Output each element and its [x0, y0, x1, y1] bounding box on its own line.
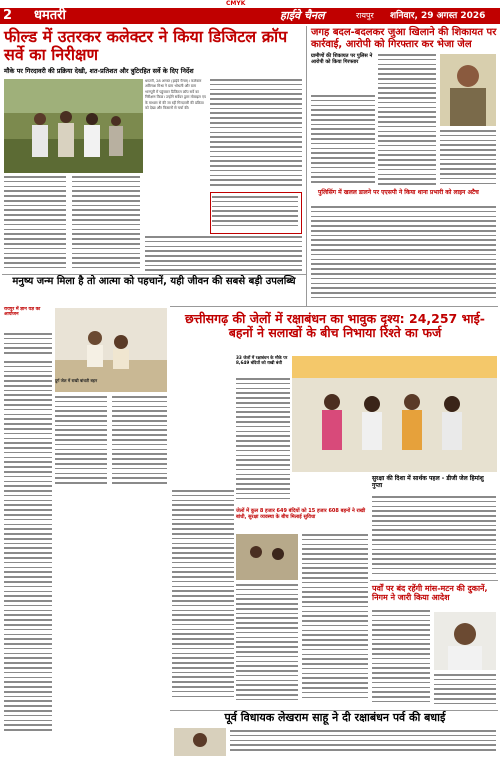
cmyk-logo: CMYK — [226, 0, 246, 7]
story-3-column-c — [112, 396, 167, 488]
story-2-column-c — [440, 130, 496, 188]
column-divider — [306, 26, 307, 306]
mla-photo — [174, 728, 226, 756]
story-5-text — [372, 496, 496, 578]
masthead-bar — [0, 8, 500, 24]
story-2-column-b — [378, 54, 436, 188]
story-3-headline: मनुष्य जन्म मिला है तो आत्मा को पहचानें, यही जीवन की सबसे बड़ी उपलब्धि — [12, 276, 296, 287]
story-1-column-d — [145, 236, 302, 272]
section-city: धमतरी — [34, 8, 66, 23]
story-1-lead-text: धमतरी, 28 अगस्त (हाईवे चैनल)। कलेक्टर अबिनाश मिश्रा ने ग्राम भोथली और ग्राम भानपुरी में पहुंचकर डिजिटल क्रॉप सर्वे का निरीक्षण किया। उन्होंने सर्वेयर द्वारा मोबाइल एप के माध्यम से की जा रही गिरदावरी की प्रक्रिया को देखा और किसानों से चर्चा की। — [145, 79, 206, 111]
newspaper-brand: हाईवे चैनल — [280, 9, 325, 22]
story-5-column-a — [372, 610, 430, 710]
story-3-sidebar-text — [4, 333, 52, 359]
story-2-headline: जगह बदल-बदलकर जुआ खिलाने की शिकायत पर कार्रवाई, आरोपी को गिरफ्तार कर भेजा जेल — [311, 27, 497, 50]
story-2-notice: पुलिसिंग में खलल डालने पर एएसपी ने किया थाना प्रभारी को लाइन अटैच — [318, 189, 479, 196]
story-5-column-b — [434, 674, 496, 710]
story-4-headline: छत्तीसगढ़ की जेलों में रक्षाबंधन का भावुक दृश्य: 24,257 भाई-बहनों ने सलाखों के बीच निभाया रिश्ते का फर्ज — [185, 311, 485, 341]
story-2-column-a — [311, 95, 375, 187]
collector-inspection-photo — [4, 79, 143, 173]
section-divider-3 — [370, 580, 498, 581]
story-1-subhead: मौके पर गिरदावरी की प्रक्रिया देखी, शत-प्रतिशत और त्रुटिरहित सर्वे के दिए निर्देश — [4, 67, 194, 75]
story-4-column-a — [236, 378, 290, 508]
jail-rakhi-photo — [292, 356, 497, 472]
masthead-date: शनिवार, 29 अगस्त 2026 — [390, 11, 486, 21]
story-5-headline: सुरक्षा की दिशा में सार्थक पहल - डीजी जेल हिमांशु गुप्ता — [372, 475, 484, 489]
inmates-photo — [236, 534, 298, 580]
story-3-column-a — [4, 361, 52, 751]
story-3-column-b — [55, 396, 107, 488]
story-4-inset: 33 जेलों में रक्षाबंधन के मौके पर 8,649 बंदियों को राखी बंधी — [236, 355, 288, 365]
story-1-headline: फील्ड में उतरकर कलेक्टर ने किया डिजिटल क्रॉप सर्वे का निरीक्षण — [4, 27, 288, 65]
section-divider-2 — [170, 306, 498, 307]
story-2-side-headline: ग्रामीणों की शिकायत पर पुलिस ने आरोपी को किया गिरफ्तार — [311, 53, 373, 65]
story-6-headline: पूर्व विधायक लेखराम साहू ने दी रक्षाबंधन पर्व की बधाई — [224, 711, 446, 724]
story-1-column-a — [4, 176, 66, 272]
story-4-column-c — [236, 584, 298, 708]
photo-caption: दुर्ग जेल में राखी बांधती बहन — [55, 378, 98, 383]
story-6-text — [230, 730, 496, 756]
page-number: 2 — [3, 8, 13, 23]
leader-portrait — [434, 612, 496, 670]
story-5-subheadline: पर्वों पर बंद रहेंगी मांस-मटन की दुकानें, निगम ने जारी किया आदेश — [372, 584, 488, 603]
story-1-column-c — [210, 79, 302, 189]
story-3-sidebar-heading: रायपुर में ज्ञान यज्ञ का आयोजन — [4, 307, 41, 318]
story-2-notice-text — [311, 206, 496, 304]
story-4-column-d — [302, 534, 368, 708]
story-1-column-b — [72, 176, 140, 272]
story-4-subhead: जेलों में कुल 8 हजार 649 बंदियों को 15 हजार 608 बहनों ने राखी बांधी, सुरक्षा व्यवस्था के बीच मिलाई सुविधा — [236, 508, 366, 520]
section-divider — [2, 274, 306, 275]
story-4-column-b — [172, 490, 234, 708]
masthead-city: रायपुर — [356, 11, 374, 20]
police-photo — [440, 54, 496, 126]
story-1-box-text — [212, 196, 298, 228]
